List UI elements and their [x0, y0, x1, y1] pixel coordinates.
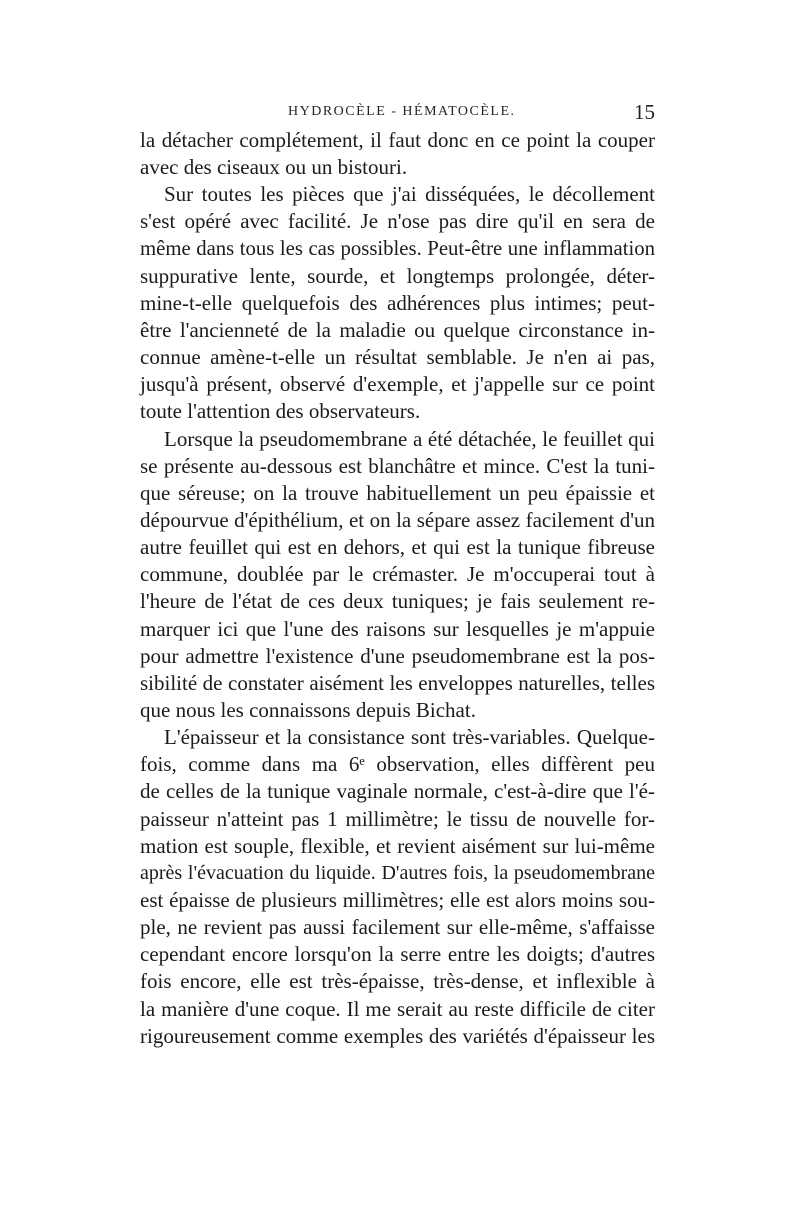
text-line: jusqu'à présent, observé d'exemple, et j'appelle sur ce point	[140, 372, 655, 397]
text-line: toute l'attention des observateurs.	[140, 399, 421, 424]
text-line: est épaisse de plusieurs millimètres; elle est alors moins sou-	[140, 887, 655, 912]
text-line: être l'ancienneté de la maladie ou quelque circonstance in-	[140, 317, 655, 342]
text-line: marquer ici que l'une des raisons sur lesquelles je m'appuie	[140, 616, 655, 641]
text-line: Lorsque la pseudomembrane a été détachée, le feuillet qui	[164, 426, 655, 451]
text-line: après l'évacuation du liquide. D'autres fois, la pseudomembrane	[140, 861, 655, 884]
text-line: Sur toutes les pièces que j'ai disséquées, le décollement	[164, 182, 655, 207]
body-text	[140, 127, 655, 1050]
text-line: suppurative lente, sourde, et longtemps prolongée, déter-	[140, 263, 655, 288]
text-line: ple, ne revient pas aussi facilement sur elle-même, s'affaisse	[140, 915, 655, 940]
text-line: avec des ciseaux ou un bistouri.	[140, 155, 408, 180]
page-number: 15	[634, 100, 655, 124]
page-header	[140, 100, 655, 126]
text-line: sibilité de constater aisément les enveloppes naturelles, telles	[140, 670, 655, 695]
text-line: connue amène-t-elle un résultat semblable. Je n'en ai pas,	[140, 345, 655, 370]
text-line: pour admettre l'existence d'une pseudomembrane est la pos-	[140, 643, 655, 668]
text-line: paisseur n'atteint pas 1 millimètre; le tissu de nouvelle for-	[140, 806, 655, 831]
text-line: que nous les connaissons depuis Bichat.	[140, 697, 476, 722]
text-line: l'heure de l'état de ces deux tuniques; je fais seulement re-	[140, 589, 655, 614]
text-line: que séreuse; on la trouve habituellement un peu épaissie et	[140, 480, 655, 505]
text-line: rigoureusement comme exemples des variétés d'épaisseur les	[140, 1023, 655, 1048]
text-line: mation est souple, flexible, et revient aisément sur lui-même	[140, 833, 655, 858]
text-line: autre feuillet qui est en dehors, et qui est la tunique fibreuse	[140, 535, 655, 560]
text-line: s'est opéré avec facilité. Je n'ose pas dire qu'il en sera de	[140, 209, 655, 234]
text-line: cependant encore lorsqu'on la serre entre les doigts; d'autres	[140, 942, 655, 967]
text-line: fois encore, elle est très-épaisse, très-dense, et inflexible à	[140, 969, 655, 994]
text-line: fois, comme dans ma 6ᵉ observation, elles diffèrent peu	[140, 752, 655, 777]
text-line: commune, doublée par le crémaster. Je m'occuperai tout à	[140, 562, 655, 587]
running-title: HYDROCÈLE - HÉMATOCÈLE.	[288, 104, 516, 119]
text-line: mine-t-elle quelquefois des adhérences plus intimes; peut-	[140, 290, 655, 315]
text-line: la détacher complétement, il faut donc en ce point la couper	[140, 128, 655, 152]
text-line: la manière d'une coque. Il me serait au reste difficile de citer	[140, 996, 655, 1021]
text-line: même dans tous les cas possibles. Peut-être une inflammation	[140, 237, 655, 260]
text-line: se présente au-dessous est blanchâtre et mince. C'est la tuni-	[140, 453, 655, 478]
text-line: L'épaisseur et la consistance sont très-variables. Quelque-	[164, 725, 655, 750]
text-line: dépourvue d'épithélium, et on la sépare assez facilement d'un	[140, 507, 655, 532]
text-line: de celles de la tunique vaginale normale, c'est-à-dire que l'é-	[140, 779, 655, 804]
